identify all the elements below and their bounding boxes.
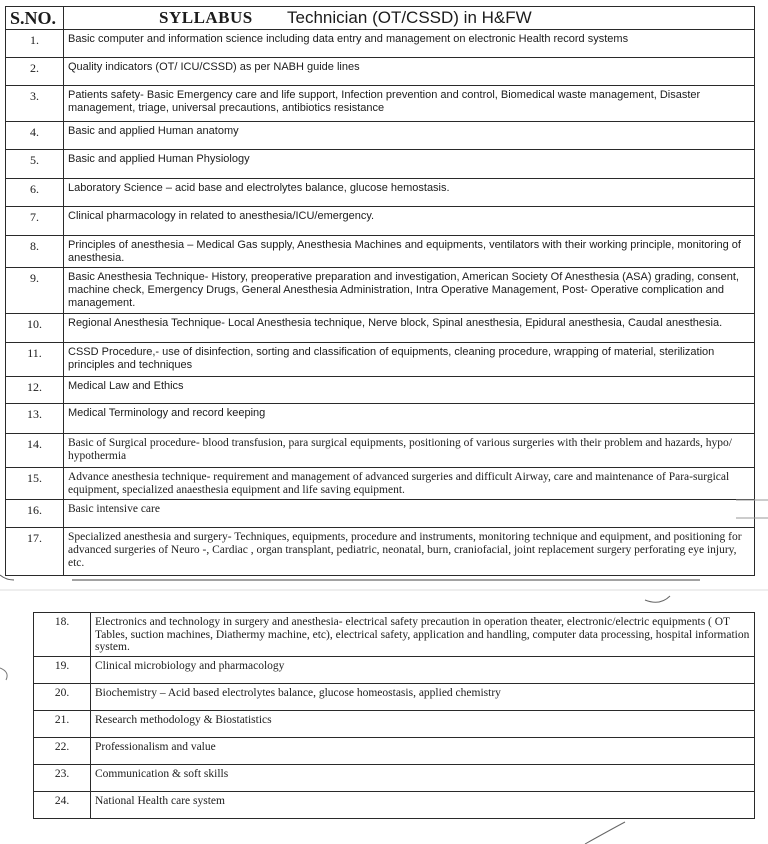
syllabus-table-part-1 <box>5 6 755 576</box>
table-row <box>34 656 755 683</box>
row-text: Research methodology & Biostatistics <box>91 710 755 737</box>
table-row <box>6 86 755 122</box>
row-text: Quality indicators (OT/ ICU/CSSD) as per NABH guide lines <box>64 58 755 86</box>
row-text: Basic and applied Human Physiology <box>64 150 755 179</box>
table-row <box>6 343 755 377</box>
row-number: 13. <box>6 404 64 434</box>
row-number: 15. <box>6 468 64 500</box>
syllabus-header <box>64 7 755 30</box>
row-number: 14. <box>6 434 64 468</box>
row-number: 7. <box>6 207 64 236</box>
row-text: Patients safety- Basic Emergency care and life support, Infection prevention and control, Biomedical waste management, Disaster management, triage, universal precautions, antibiotics resistance <box>64 86 755 122</box>
table-row <box>6 314 755 343</box>
row-number: 21. <box>34 710 91 737</box>
row-number: 11. <box>6 343 64 377</box>
row-text: Basic computer and information science including data entry and management on electronic Health record systems <box>64 30 755 58</box>
table-row <box>6 207 755 236</box>
row-number: 16. <box>6 500 64 528</box>
row-text: Basic intensive care <box>64 500 755 528</box>
row-number: 4. <box>6 122 64 150</box>
row-text: Medical Law and Ethics <box>64 377 755 404</box>
row-number: 19. <box>34 656 91 683</box>
row-text: Laboratory Science – acid base and electrolytes balance, glucose hemostasis. <box>64 179 755 207</box>
table-row <box>34 613 755 657</box>
row-number: 1. <box>6 30 64 58</box>
syllabus-label: SYLLABUS <box>159 8 253 27</box>
row-text: National Health care system <box>91 791 755 818</box>
row-text: Professionalism and value <box>91 737 755 764</box>
row-text: Clinical microbiology and pharmacology <box>91 656 755 683</box>
table-row <box>6 268 755 314</box>
table-row <box>6 377 755 404</box>
table-row <box>34 737 755 764</box>
table-row <box>6 404 755 434</box>
table-row <box>6 58 755 86</box>
row-text: Clinical pharmacology in related to anesthesia/ICU/emergency. <box>64 207 755 236</box>
table-header-row <box>6 7 755 30</box>
table-row <box>6 179 755 207</box>
table-row <box>34 683 755 710</box>
row-number: 3. <box>6 86 64 122</box>
syllabus-table-part-2 <box>33 612 755 819</box>
table-row <box>34 791 755 818</box>
row-number: 23. <box>34 764 91 791</box>
table-row <box>6 150 755 179</box>
row-text: Specialized anesthesia and surgery- Techniques, equipments, procedure and instruments, monitoring technique and equipment, and positioning for advanced surgeries of Neuro -, Cardiac , organ transplant, pediatric, neonatal, burn, craniofacial, joint replacement surgery perforating eye injury, etc. <box>64 528 755 576</box>
sno-header: S.NO. <box>6 7 64 30</box>
row-text: Electronics and technology in surgery and anesthesia- electrical safety precaution in operation theater, electronic/electric equipments ( OT Tables, suction machines, Diathermy machine, etc), electrical safety, application and handling, computer data processing, hospital information system. <box>91 613 755 657</box>
row-number: 12. <box>6 377 64 404</box>
row-number: 17. <box>6 528 64 576</box>
table-row <box>6 236 755 268</box>
table-row <box>34 710 755 737</box>
table-row <box>6 500 755 528</box>
table-row <box>6 122 755 150</box>
row-number: 9. <box>6 268 64 314</box>
row-number: 22. <box>34 737 91 764</box>
row-text: Principles of anesthesia – Medical Gas supply, Anesthesia Machines and equipments, ventilators with their working principle, monitoring of anesthesia. <box>64 236 755 268</box>
row-text: Communication & soft skills <box>91 764 755 791</box>
row-number: 24. <box>34 791 91 818</box>
table-row <box>6 434 755 468</box>
row-text: Medical Terminology and record keeping <box>64 404 755 434</box>
row-number: 8. <box>6 236 64 268</box>
row-number: 5. <box>6 150 64 179</box>
page-title: Technician (OT/CSSD) in H&FW <box>287 8 532 27</box>
row-text: Basic and applied Human anatomy <box>64 122 755 150</box>
row-text: Basic of Surgical procedure- blood transfusion, para surgical equipments, positioning of various surgeries with their problem and hazards, hypo/ hypothermia <box>64 434 755 468</box>
row-number: 6. <box>6 179 64 207</box>
row-text: Advance anesthesia technique- requirement and management of advanced surgeries and difficult Airway, care and maintenance of Para-surgical equipment, specialized anaesthesia equipment and life saving equipment. <box>64 468 755 500</box>
table-row <box>34 764 755 791</box>
row-text: Basic Anesthesia Technique- History, preoperative preparation and investigation, American Society Of Anesthesia (ASA) grading, consent, machine check, Emergency Drugs, General Anesthesia Administration, Intra Operative Management, Post- Operative complication and management. <box>64 268 755 314</box>
row-text: Biochemistry – Acid based electrolytes balance, glucose homeostasis, applied chemistry <box>91 683 755 710</box>
row-number: 20. <box>34 683 91 710</box>
row-text: Regional Anesthesia Technique- Local Anesthesia technique, Nerve block, Spinal anesthesia, Epidural anesthesia, Caudal anesthesia. <box>64 314 755 343</box>
row-number: 18. <box>34 613 91 657</box>
table-row <box>6 528 755 576</box>
table-row <box>6 30 755 58</box>
row-text: CSSD Procedure,- use of disinfection, sorting and classification of equipments, cleaning procedure, wrapping of material, sterilization principles and techniques <box>64 343 755 377</box>
table-row <box>6 468 755 500</box>
row-number: 2. <box>6 58 64 86</box>
row-number: 10. <box>6 314 64 343</box>
